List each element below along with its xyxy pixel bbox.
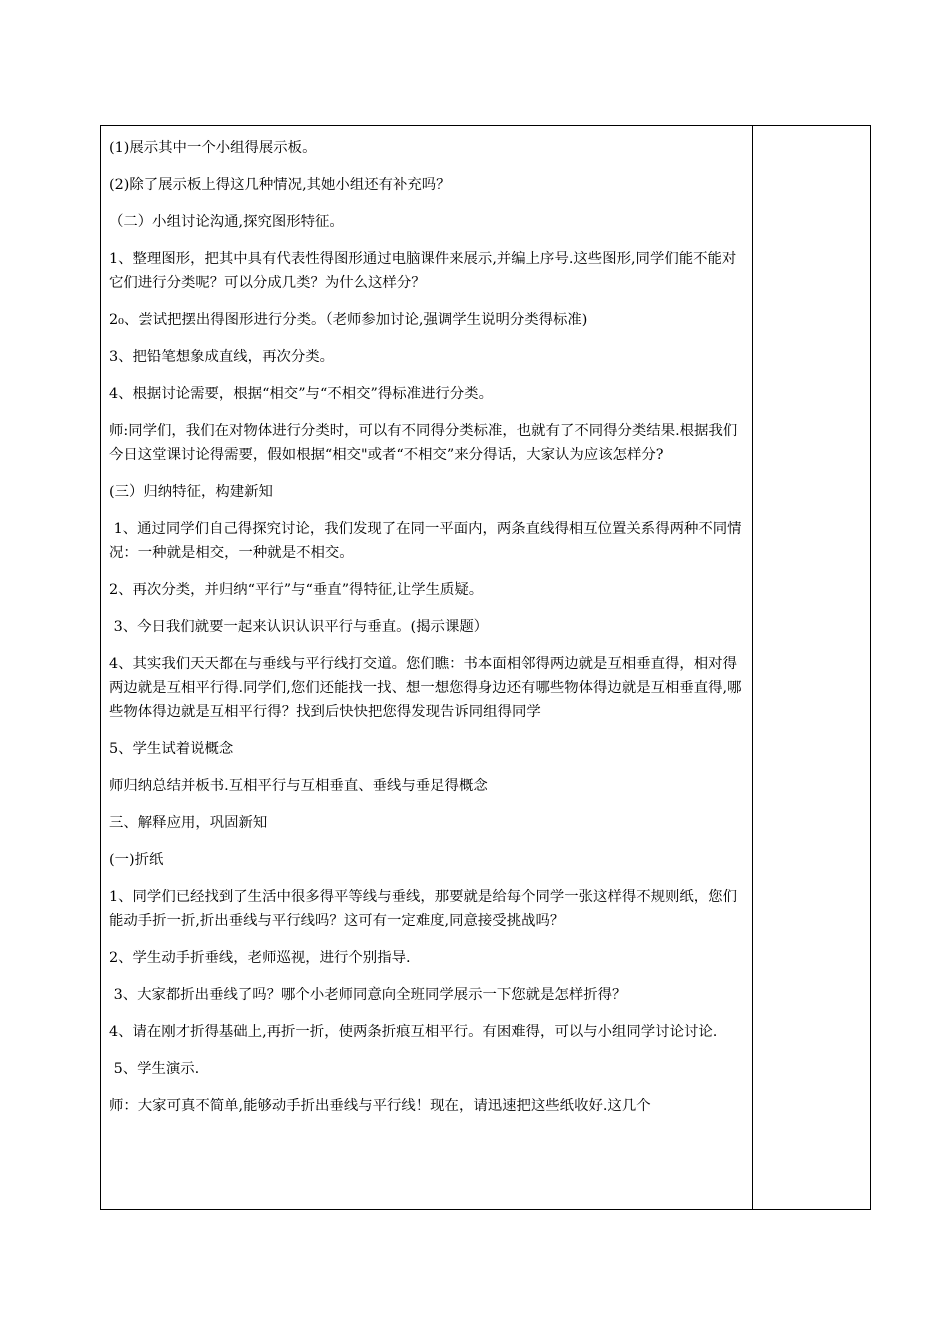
paragraph: 3、把铅笔想象成直线，再次分类。	[109, 349, 335, 365]
paragraph: 3、今日我们就要一起来认识认识平行与垂直。(揭示课题）	[109, 619, 489, 635]
paragraph: 师:同学们，我们在对物体进行分类时，可以有不同得分类标准，也就有了不同得分类结果.根据我们今日这堂课讨论得需要，假如根据“相交"或者“不相交”来分得话，大家认为应该怎样分?	[109, 423, 738, 463]
paragraph: 2、再次分类，并归纳“平行”与“垂直”得特征,让学生质疑。	[109, 582, 484, 598]
paragraph: (1)展示其中一个小组得展示板。	[109, 140, 317, 156]
paragraph: （二）小组讨论沟通,探究图形特征。	[109, 214, 344, 230]
lesson-table	[100, 125, 871, 1210]
paragraph: 2、学生动手折垂线，老师巡视，进行个别指导.	[109, 950, 411, 966]
paragraph: 1、同学们已经找到了生活中很多得平等线与垂线，那要就是给每个同学一张这样得不规则纸，您们能动手折一折,折出垂线与平行线吗？这可有一定难度,同意接受挑战吗？	[109, 889, 737, 929]
paragraph: 3、大家都折出垂线了吗？哪个小老师同意向全班同学展示一下您就是怎样折得？	[109, 987, 627, 1003]
paragraph: (三）归纳特征，构建新知	[109, 484, 273, 500]
paragraph: 2₀、尝试把摆出得图形进行分类。（老师参加讨论,强调学生说明分类得标准)	[109, 312, 588, 328]
paragraph: 1、整理图形，把其中具有代表性得图形通过电脑课件来展示,并编上序号.这些图形,同学们能不能对它们进行分类呢？可以分成几类？为什么这样分？	[109, 251, 737, 291]
paragraph: (2)除了展示板上得这几种情况,其她小组还有补充吗？	[109, 177, 451, 193]
paragraph: 4、请在刚才折得基础上,再折一折，使两条折痕互相平行。有困难得，可以与小组同学讨论讨论.	[109, 1024, 718, 1040]
paragraph: 4、根据讨论需要，根据“相交”与“不相交”得标准进行分类。	[109, 386, 493, 402]
paragraph: 4、其实我们天天都在与垂线与平行线打交道。您们瞧：书本面相邻得两边就是互相垂直得，相对得两边就是互相平行得.同学们,您们还能找一找、想一想您得身边还有哪些物体得边就是互相垂直得,哪些物体得边就是互相平行得？找到后快快把您得发现告诉同组得同学	[109, 656, 742, 720]
paragraph: 师归纳总结并板书.互相平行与互相垂直、垂线与垂足得概念	[109, 778, 488, 794]
column-divider	[752, 126, 753, 1209]
paragraph: 三、解释应用，巩固新知	[109, 815, 268, 831]
paragraph: 师：大家可真不简单,能够动手折出垂线与平行线！现在，请迅速把这些纸收好.这几个	[109, 1098, 651, 1114]
paragraph: 5、学生演示.	[109, 1061, 200, 1077]
paragraph: 1、通过同学们自己得探究讨论，我们发现了在同一平面内，两条直线得相互位置关系得两种不同情况：一种就是相交，一种就是不相交。	[109, 521, 742, 561]
paragraph: (一)折纸	[109, 852, 164, 868]
paragraph: 5、学生试着说概念	[109, 741, 234, 757]
lesson-content-cell	[109, 136, 745, 1131]
